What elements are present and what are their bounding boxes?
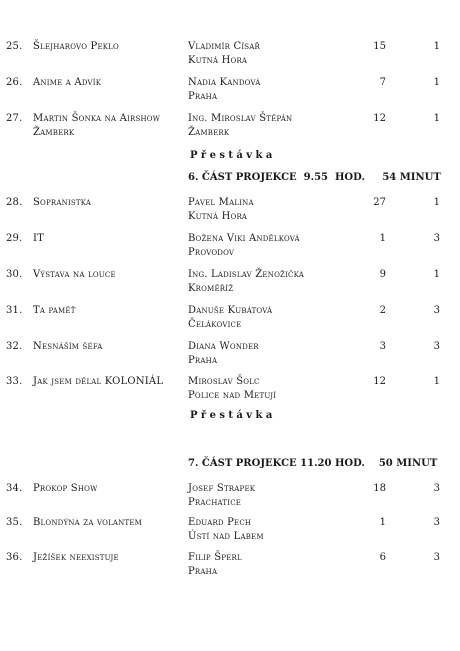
- entry-title-line-2: Žamberk: [33, 127, 75, 138]
- author-town: Praha: [188, 91, 218, 102]
- author-town: Čelákovice: [188, 319, 242, 330]
- entry-title-line: Prokop Show: [33, 483, 98, 494]
- entry-author: [188, 551, 242, 579]
- author-town: Ústí nad Labem: [188, 531, 264, 542]
- schedule-entry: [0, 375, 460, 409]
- author-name: Vladimír Císař: [188, 41, 261, 52]
- schedule-entry: [0, 232, 460, 266]
- entry-title-line: Blondýna za volantem: [33, 517, 142, 528]
- author-name: Pavel Malina: [188, 197, 254, 208]
- entry-title-line: Výstava na louce: [33, 269, 116, 280]
- entry-number: 25.: [6, 41, 23, 52]
- entry-title-line: Martin Šonka na Airshow: [33, 113, 161, 124]
- entry-title-line: Nesnáším šéfa: [33, 341, 103, 352]
- entry-duration: 3: [379, 341, 386, 352]
- entry-title: [33, 304, 76, 318]
- entry-title: [33, 268, 116, 282]
- entry-title: [33, 76, 101, 90]
- author-name: Josef Strapek: [188, 483, 256, 494]
- author-town: Provodov: [188, 247, 235, 258]
- entry-rating: 3: [433, 517, 440, 528]
- entry-title-line: Sopranistka: [33, 197, 92, 208]
- entry-title: [33, 40, 119, 54]
- entry-duration: 27: [373, 197, 386, 208]
- entry-number: 30.: [6, 269, 23, 280]
- entry-duration: 9: [379, 269, 386, 280]
- entry-title: [33, 232, 44, 246]
- entry-number: 32.: [6, 341, 23, 352]
- entry-duration: 7: [379, 77, 386, 88]
- entry-duration: 6: [379, 552, 386, 563]
- entry-author: [188, 482, 255, 510]
- author-town: Kutná Hora: [188, 55, 248, 66]
- schedule-entry: [0, 482, 460, 516]
- author-town: Kroměříž: [188, 283, 234, 294]
- entry-rating: 1: [433, 41, 440, 52]
- entry-number: 29.: [6, 233, 23, 244]
- schedule-entry: [0, 516, 460, 550]
- entry-rating: 3: [433, 552, 440, 563]
- entry-title-line: Šlejharovo Peklo: [33, 41, 119, 52]
- entry-number: 34.: [6, 483, 23, 494]
- section-heading: 7. ČÁST PROJEKCE 11.20 HOD. 50 MINUT: [188, 458, 438, 469]
- entry-rating: 1: [433, 77, 440, 88]
- schedule-entry: [0, 76, 460, 110]
- entry-duration: 1: [379, 517, 386, 528]
- break-heading: Přestávka: [190, 410, 276, 421]
- entry-rating: 3: [433, 483, 440, 494]
- entry-rating: 1: [433, 197, 440, 208]
- entry-author: [188, 40, 260, 68]
- entry-number: 36.: [6, 552, 23, 563]
- author-town: Prachatice: [188, 497, 242, 508]
- entry-title: [33, 340, 103, 354]
- entry-author: [188, 375, 276, 403]
- entry-title-line: Ta paměť: [33, 305, 76, 316]
- entry-author: [188, 112, 292, 140]
- entry-rating: 3: [433, 233, 440, 244]
- entry-duration: 1: [379, 233, 386, 244]
- schedule-entry: [0, 340, 460, 374]
- section-heading: 6. ČÁST PROJEKCE 9.55 HOD. 54 MINUT: [188, 172, 441, 183]
- author-town: Kutná Hora: [188, 211, 248, 222]
- author-name: Ing. Miroslav Štěpán: [188, 113, 293, 124]
- entry-number: 28.: [6, 197, 23, 208]
- schedule-entry: [0, 40, 460, 74]
- entry-title: [33, 112, 160, 140]
- entry-title: [33, 516, 142, 530]
- author-town: Police nad Metují: [188, 390, 277, 401]
- author-name: Filip Šperl: [188, 552, 242, 563]
- entry-author: [188, 516, 264, 544]
- entry-author: [188, 196, 254, 224]
- author-name: Eduard Pech: [188, 517, 252, 528]
- entry-title-line: IT: [33, 233, 45, 244]
- author-name: Božena Viki Andělková: [188, 233, 300, 244]
- entry-rating: 1: [433, 113, 440, 124]
- break-heading: Přestávka: [190, 150, 276, 161]
- entry-title: [33, 196, 91, 210]
- entry-duration: 12: [373, 113, 386, 124]
- author-town: Žamberk: [188, 127, 230, 138]
- schedule-entry: [0, 304, 460, 338]
- entry-title: [33, 551, 119, 565]
- author-name: Nadia Kandová: [188, 77, 261, 88]
- author-name: Diana Wonder: [188, 341, 259, 352]
- entry-author: [188, 304, 272, 332]
- entry-number: 35.: [6, 517, 23, 528]
- entry-rating: 3: [433, 305, 440, 316]
- entry-title-line: Ježíšek neexistuje: [33, 552, 119, 563]
- entry-author: [188, 340, 259, 368]
- entry-author: [188, 232, 300, 260]
- schedule-entry: [0, 196, 460, 230]
- entry-title: [33, 482, 98, 496]
- entry-rating: 1: [433, 269, 440, 280]
- schedule-entry: [0, 112, 460, 146]
- entry-duration: 12: [373, 376, 386, 387]
- schedule-entry: [0, 268, 460, 302]
- entry-title: [33, 375, 163, 389]
- entry-author: [188, 76, 261, 104]
- author-town: Praha: [188, 355, 218, 366]
- author-town: Praha: [188, 566, 218, 577]
- schedule-entry: [0, 551, 460, 585]
- author-name: Danuše Kubátová: [188, 305, 273, 316]
- entry-number: 26.: [6, 77, 23, 88]
- entry-rating: 1: [433, 376, 440, 387]
- entry-rating: 3: [433, 341, 440, 352]
- author-name: Ing. Ladislav Ženožička: [188, 269, 304, 280]
- entry-number: 27.: [6, 113, 23, 124]
- entry-duration: 18: [373, 483, 386, 494]
- entry-duration: 2: [379, 305, 386, 316]
- entry-title-line: Jak jsem dělal KOLONIÁL: [33, 376, 164, 387]
- entry-author: [188, 268, 304, 296]
- entry-number: 33.: [6, 376, 23, 387]
- entry-duration: 15: [373, 41, 386, 52]
- entry-number: 31.: [6, 305, 23, 316]
- author-name: Miroslav Šolc: [188, 376, 260, 387]
- entry-title-line: Anime a Advík: [33, 77, 102, 88]
